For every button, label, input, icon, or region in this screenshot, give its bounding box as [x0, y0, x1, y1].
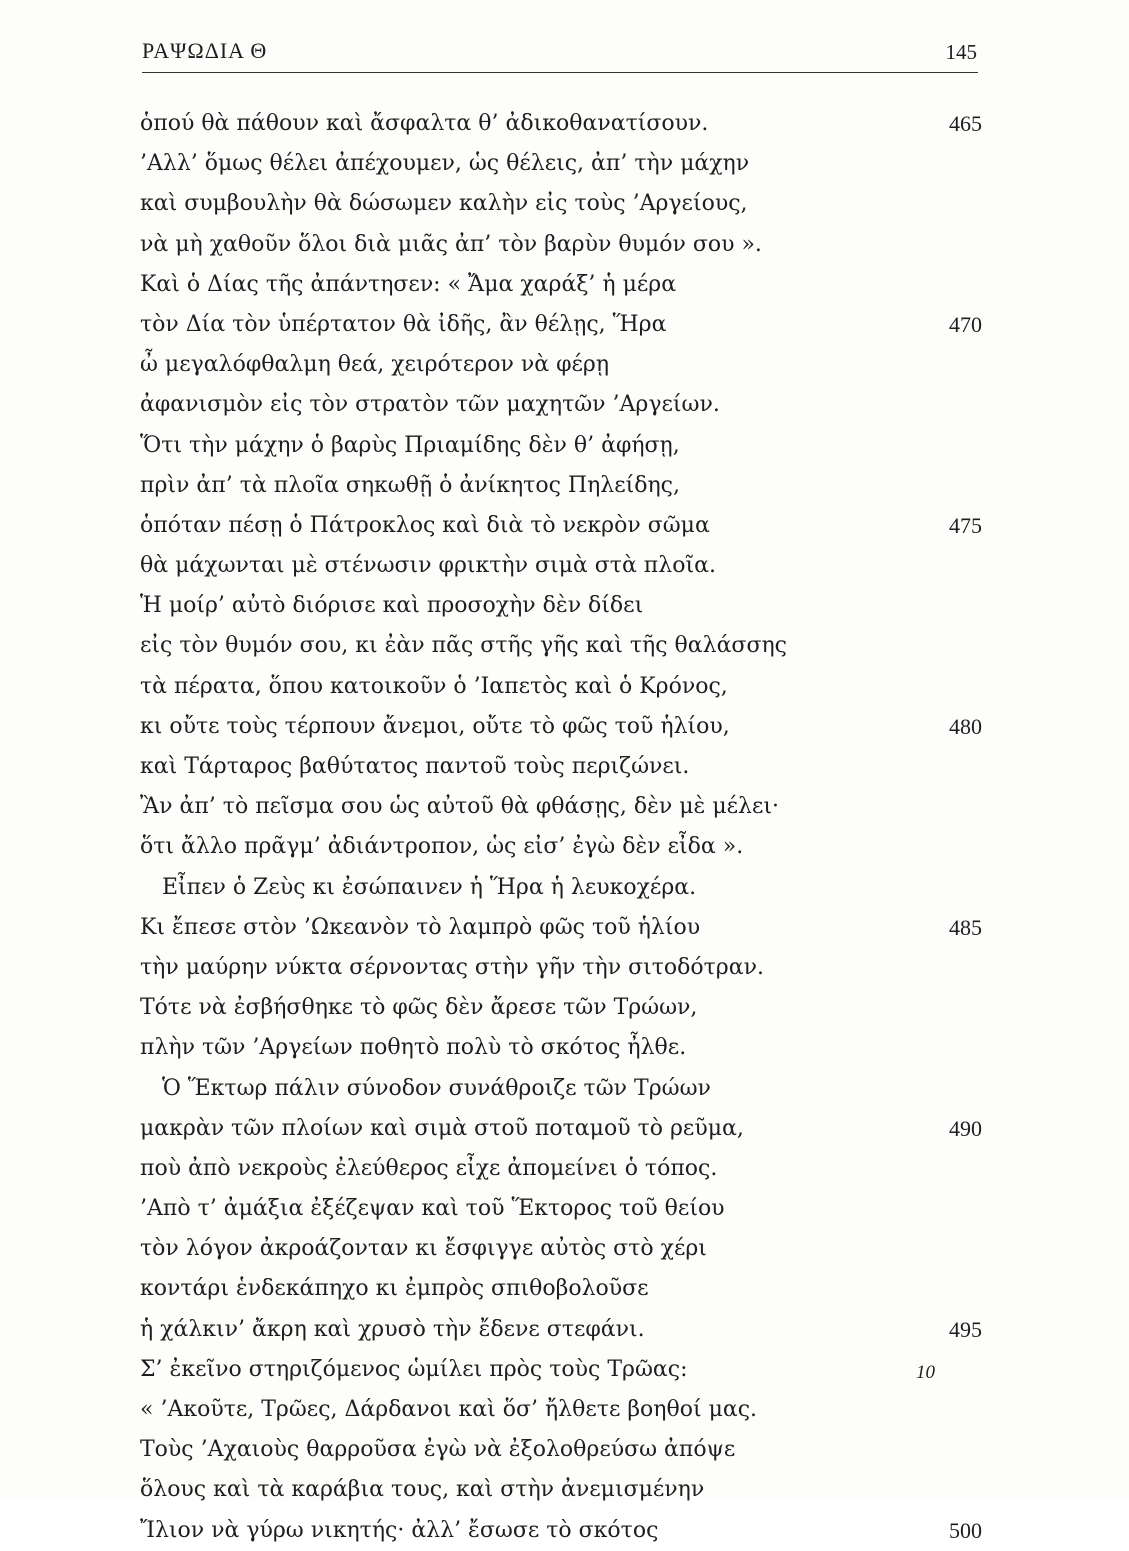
verse-line — [140, 184, 982, 224]
verse-line — [140, 385, 982, 425]
verse-text: εἰς τὸν θυμόν σου, κι ἐὰν πᾶς στῆς γῆς καὶ τῆς θαλάσσης — [140, 633, 787, 659]
verse-text: κι οὔτε τοὺς τέρπουν ἄνεμοι, οὔτε τὸ φῶς τοῦ ἡλίου, — [140, 713, 730, 739]
verse-line — [140, 1229, 982, 1269]
verse-text: ὁπόταν πέσῃ ὁ Πάτροκλος καὶ διὰ τὸ νεκρὸν σῶμα — [140, 512, 710, 538]
verse-line — [140, 988, 982, 1028]
verse-text: πρὶν ἀπ’ τὰ πλοῖα σηκωθῇ ὁ ἀνίκητος Πηλείδης, — [140, 472, 680, 498]
verse-text: καὶ συμβουλὴν θὰ δώσωμεν καλὴν εἰς τοὺς ’Αργείους, — [140, 191, 748, 217]
verse-line — [140, 225, 982, 265]
verse-text: ὦ μεγαλόφθαλμη θεά, χειρότερον νὰ φέρῃ — [140, 352, 610, 378]
verse-line — [140, 1390, 982, 1430]
verse-text: Τότε νὰ ἐσβήσθηκε τὸ φῶς δὲν ἄρεσε τῶν Τρώων, — [140, 995, 698, 1021]
verse-text: ’Αλλ’ ὅμως θέλει ἀπέχουμεν, ὡς θέλεις, ἀπ’ τὴν μάχην — [140, 151, 750, 177]
verse-line — [140, 1511, 982, 1551]
gathering-signature: 10 — [916, 1362, 935, 1383]
line-number: 470 — [949, 311, 982, 337]
verse-text: τὴν μαύρην νύκτα σέρνοντας στὴν γῆν τὴν σιτοδότραν. — [140, 954, 764, 980]
verse-text: ποὺ ἀπὸ νεκροὺς ἐλεύθερος εἶχε ἀπομείνει ὁ τόπος. — [140, 1155, 718, 1181]
line-number: 490 — [949, 1115, 982, 1141]
verse-text: ’Απὸ τ’ ἀμάξια ἐξέζεψαν καὶ τοῦ Ἕκτορος τοῦ θείου — [140, 1196, 725, 1222]
verse-line — [140, 626, 982, 666]
verse-text: τὰ πέρατα, ὅπου κατοικοῦν ὁ ’Ιαπετὸς καὶ ὁ Κρόνος, — [140, 673, 728, 699]
verse-text: καὶ Τάρταρος βαθύτατος παντοῦ τοὺς περιζώνει. — [140, 754, 690, 779]
line-number: 465 — [949, 111, 982, 136]
running-head: ΡΑΨΩΔΙΑ Θ — [142, 38, 268, 63]
verse-line — [140, 546, 982, 586]
verse-text: Ἂν ἀπ’ τὸ πεῖσμα σου ὡς αὐτοῦ θὰ φθάσῃς, δὲν μὲ μέλει· — [140, 794, 780, 820]
verse-line — [140, 1310, 982, 1350]
line-number: 480 — [949, 713, 982, 739]
verse-line — [140, 747, 982, 787]
verse-text: ἡ χάλκιν’ ἄκρη καὶ χρυσὸ τὴν ἔδενε στεφάνι. — [140, 1316, 645, 1342]
verse-line — [140, 908, 982, 948]
verse-text: Τοὺς ’Αχαιοὺς θαρροῦσα ἐγὼ νὰ ἐξολοθρεύσω ἀπόψε — [140, 1437, 736, 1463]
header-rule — [142, 72, 978, 73]
verse-line — [140, 787, 982, 827]
verse-text: Ἡ μοίρ’ αὐτὸ διόρισε καὶ προσοχὴν δὲν δίδει — [140, 593, 644, 619]
verse-text: Καὶ ὁ Δίας τῆς ἀπάντησεν: « Ἄμα χαράξ’ ἡ μέρα — [140, 271, 677, 297]
verse-line — [140, 1069, 982, 1109]
verse-line — [140, 1149, 982, 1189]
verse-line — [140, 667, 982, 707]
verse-line — [140, 707, 982, 747]
verse-line — [140, 265, 982, 305]
verse-line — [140, 144, 982, 184]
verse-text: νὰ μὴ χαθοῦν ὅλοι διὰ μιᾶς ἀπ’ τὸν βαρὺν θυμόν σου ». — [140, 231, 762, 257]
verse-text: θὰ μάχωνται μὲ στένωσιν φρικτὴν σιμὰ στὰ πλοῖα. — [140, 553, 716, 579]
verse-line — [140, 1028, 982, 1068]
verse-text: Εἶπεν ὁ Ζεὺς κι ἐσώπαινεν ἡ Ἥρα ἡ λευκοχέρα. — [162, 874, 697, 900]
verse-text: πλὴν τῶν ’Αργείων ποθητὸ πολὺ τὸ σκότος ἦλθε. — [140, 1035, 687, 1061]
verse-line — [140, 868, 982, 908]
verse-text: Κι ἔπεσε στὸν ’Ωκεανὸν τὸ λαμπρὸ φῶς τοῦ ἡλίου — [140, 914, 701, 940]
line-number: 500 — [949, 1517, 982, 1543]
line-number: 495 — [949, 1316, 982, 1342]
verse-line — [140, 466, 982, 506]
verse-line — [140, 305, 982, 345]
verse-text: Ἴλιον νὰ γύρω νικητής· ἀλλ’ ἔσωσε τὸ σκότος — [140, 1517, 659, 1543]
verse-line — [140, 506, 982, 546]
verse-line — [140, 948, 982, 988]
verse-text: τὸν λόγον ἀκροάζονταν κι ἔσφιγγε αὐτὸς στὸ χέρι — [140, 1236, 707, 1262]
verse-line — [140, 1269, 982, 1309]
verse-text: ὅλους καὶ τὰ καράβια τους, καὶ στὴν ἀνεμισμένην — [140, 1477, 705, 1503]
verse-text: τὸν Δία τὸν ὑπέρτατον θὰ ἰδῆς, ἂν θέλῃς, Ἥρα — [140, 311, 667, 337]
verse-line — [140, 586, 982, 626]
verse-text: κοντάρι ἑνδεκάπηχο κι ἐμπρὸς σπιθοβολοῦσε — [140, 1276, 649, 1302]
verse-text: Ὅτι τὴν μάχην ὁ βαρὺς Πριαμίδης δὲν θ’ ἀφήσῃ, — [140, 432, 680, 458]
verse-line — [140, 1430, 982, 1470]
verse-line — [140, 1350, 982, 1390]
verse-text: « ’Ακοῦτε, Τρῶες, Δάρδανοι καὶ ὅσ’ ἤλθετε βοηθοί μας. — [140, 1397, 758, 1422]
verse-line — [140, 426, 982, 466]
verse-line — [140, 1189, 982, 1229]
verse-text: ἀφανισμὸν εἰς τὸν στρατὸν τῶν μαχητῶν ’Αργείων. — [140, 392, 720, 418]
verse-text: Σ’ ἐκεῖνο στηριζόμενος ὡμίλει πρὸς τοὺς Τρῶας: — [140, 1356, 688, 1382]
verse-line — [140, 827, 982, 867]
verse-text: ὅτι ἄλλο πρᾶγμ’ ἀδιάντροπον, ὡς εἰσ’ ἐγὼ δὲν εἶδα ». — [140, 834, 744, 860]
verse-text: μακρὰν τῶν πλοίων καὶ σιμὰ στοῦ ποταμοῦ τὸ ρεῦμα, — [140, 1115, 744, 1141]
verse-line — [140, 104, 982, 144]
verse-block — [140, 104, 982, 1551]
page-number: 145 — [945, 40, 977, 64]
line-number: 485 — [949, 914, 982, 940]
verse-text: ὁπού θὰ πάθουν καὶ ἄσφαλτα θ’ ἀδικοθανατίσουν. — [140, 111, 709, 136]
verse-line — [140, 1109, 982, 1149]
verse-line — [140, 1470, 982, 1510]
line-number: 475 — [949, 512, 982, 538]
verse-text: Ὁ Ἕκτωρ πάλιν σύνοδον συνάθροιζε τῶν Τρώων — [162, 1075, 711, 1101]
verse-line — [140, 345, 982, 385]
